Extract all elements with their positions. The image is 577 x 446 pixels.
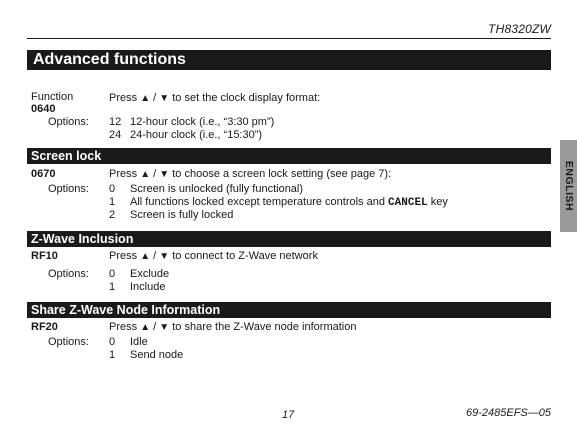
press-word: Press (109, 321, 138, 333)
option-num: 0 (109, 268, 116, 280)
option-text (130, 196, 448, 210)
document-id: 69-2485EFS—05 (466, 407, 551, 419)
arrow-separator: / (150, 92, 160, 104)
instruction-text: to choose a screen lock setting (see page 7): (172, 168, 392, 180)
function-code-rf10: RF10 (31, 250, 58, 262)
option-num: 1 (109, 196, 116, 208)
option-num: 24 (109, 129, 122, 141)
option-text-before: All functions locked except temperature controls and (130, 196, 385, 208)
page-number: 17 (282, 409, 295, 421)
option-text: Screen is unlocked (fully functional) (130, 183, 304, 195)
up-arrow-icon: ▲ (140, 169, 151, 180)
options-label: Options: (48, 116, 89, 128)
clock-instruction (109, 92, 320, 105)
screen-lock-instruction (109, 168, 391, 181)
option-text: Exclude (130, 268, 170, 280)
arrow-separator: / (150, 321, 160, 333)
instruction-text: to share the Z-Wave node information (172, 321, 357, 333)
down-arrow-icon: ▼ (159, 169, 170, 180)
option-text: Send node (130, 349, 184, 361)
option-num: 0 (109, 336, 116, 348)
function-code-0670: 0670 (31, 168, 56, 180)
up-arrow-icon: ▲ (140, 322, 151, 333)
section-title-zwave-inclusion: Z-Wave Inclusion (27, 231, 551, 247)
language-tab (560, 140, 577, 232)
option-text: Screen is fully locked (130, 209, 234, 221)
instruction-text: to set the clock display format: (172, 92, 321, 104)
option-text: 12-hour clock (i.e., “3:30 pm”) (130, 116, 275, 128)
options-label: Options: (48, 268, 89, 280)
option-num: 2 (109, 209, 116, 221)
model-number: TH8320ZW (488, 22, 551, 36)
down-arrow-icon: ▼ (159, 322, 170, 333)
press-word: Press (109, 92, 138, 104)
up-arrow-icon: ▲ (140, 93, 151, 104)
zwave-share-instruction (109, 321, 356, 334)
option-text: Idle (130, 336, 148, 348)
instruction-text: to connect to Z-Wave network (172, 250, 318, 262)
option-num: 1 (109, 349, 116, 361)
option-num: 1 (109, 281, 116, 293)
header-rule (27, 38, 551, 39)
option-num: 12 (109, 116, 122, 128)
option-text-after: key (430, 196, 448, 208)
down-arrow-icon: ▼ (159, 251, 170, 262)
up-arrow-icon: ▲ (140, 251, 151, 262)
options-label: Options: (48, 183, 89, 195)
option-text: 24-hour clock (i.e., “15:30”) (130, 129, 263, 141)
option-text: Include (130, 281, 166, 293)
page-title: Advanced functions (27, 50, 551, 70)
options-label: Options: (48, 336, 89, 348)
arrow-separator: / (150, 250, 160, 262)
section-title-screen-lock: Screen lock (27, 148, 551, 164)
press-word: Press (109, 250, 138, 262)
language-tab-label: ENGLISH (562, 160, 575, 212)
down-arrow-icon: ▼ (159, 93, 170, 104)
cancel-key-label: CANCEL (388, 197, 428, 209)
function-code-rf20: RF20 (31, 321, 58, 333)
press-word: Press (109, 168, 138, 180)
function-label: Function (31, 91, 74, 103)
section-title-share-zwave-node: Share Z-Wave Node Information (27, 302, 551, 318)
arrow-separator: / (150, 168, 160, 180)
function-code-0640: 0640 (31, 103, 56, 115)
option-num: 0 (109, 183, 116, 195)
zwave-inclusion-instruction (109, 250, 318, 263)
